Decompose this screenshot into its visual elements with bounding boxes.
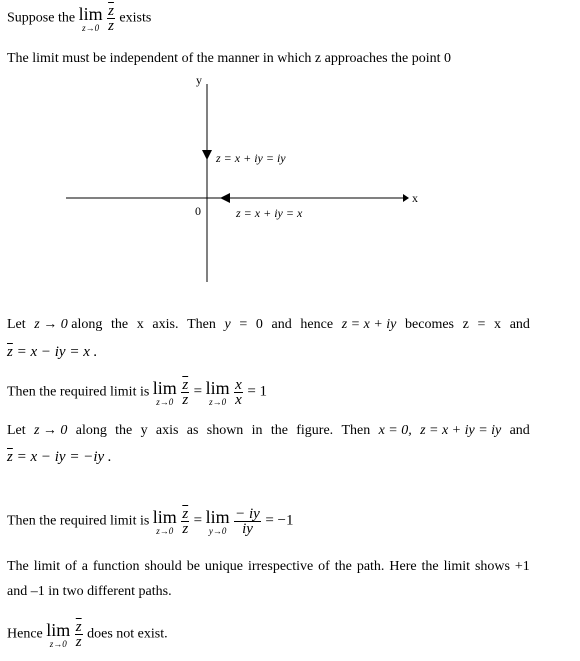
zbar: $\overline{z}$ bbox=[7, 449, 13, 465]
word: y bbox=[140, 423, 148, 438]
word: Then bbox=[187, 317, 216, 332]
word: becomes bbox=[405, 317, 454, 332]
word: the bbox=[115, 423, 133, 438]
word: the bbox=[270, 423, 288, 438]
equals: = bbox=[193, 512, 203, 529]
word: of bbox=[65, 559, 77, 574]
word: the bbox=[111, 317, 129, 332]
fraction-denominator: z bbox=[108, 18, 114, 34]
limit-operator: lim z→0 bbox=[205, 377, 230, 407]
final-prefix: Hence bbox=[7, 626, 43, 642]
final-suffix: does not exist. bbox=[87, 626, 168, 642]
limit-y-line bbox=[7, 507, 294, 536]
zbar-over-z: $\frac{\overline{z}}{z}$ bbox=[75, 619, 82, 650]
y-axis-approach-line bbox=[7, 424, 530, 438]
conjugate-x-expr: = x − iy = x . bbox=[16, 344, 98, 360]
origin-label: 0 bbox=[195, 204, 201, 218]
word: the bbox=[421, 559, 439, 574]
x-over-x: $\frac{x}{x}$ bbox=[235, 377, 242, 408]
word: a bbox=[81, 559, 88, 574]
zbar: $\overline{z}$ bbox=[7, 344, 13, 360]
word: the bbox=[334, 559, 352, 574]
word: axis bbox=[155, 423, 179, 438]
word: and bbox=[271, 317, 292, 332]
intro-line bbox=[7, 4, 151, 33]
x-axis-label: x bbox=[412, 191, 418, 205]
word: +1 bbox=[514, 559, 530, 574]
equals-minus-one: = −1 bbox=[265, 512, 294, 529]
word: 0 bbox=[255, 317, 263, 332]
statement-line: The limit must be independent of the manner in which z approaches the point 0 bbox=[7, 51, 451, 66]
y-path-arrow bbox=[202, 150, 212, 160]
lim-subscript: z→0 bbox=[82, 22, 100, 33]
equals: = bbox=[193, 383, 203, 400]
limit-x-prefix: Then the required limit is bbox=[7, 384, 150, 400]
word: along bbox=[75, 423, 107, 438]
minus-iy-over-iy: $\frac{- iy}{iy}$ bbox=[235, 506, 260, 537]
path-figure bbox=[0, 72, 580, 282]
word: unique bbox=[204, 559, 243, 574]
conjugate-y-line bbox=[7, 450, 112, 465]
word: Let bbox=[7, 423, 26, 438]
word: in bbox=[251, 423, 263, 438]
y-axis-label: y bbox=[196, 73, 202, 87]
z-to-zero: z → 0 bbox=[33, 423, 68, 438]
x-path-arrow bbox=[220, 193, 230, 203]
x-axis-approach-line bbox=[7, 318, 530, 332]
word: = bbox=[477, 317, 486, 332]
limit-operator: lim z→0 bbox=[152, 377, 177, 407]
word: x bbox=[494, 317, 502, 332]
intro-suffix: exists bbox=[119, 10, 152, 26]
word: y bbox=[224, 317, 231, 332]
word: x = 0, bbox=[378, 423, 412, 438]
word: Then bbox=[341, 423, 371, 438]
equals-one: = 1 bbox=[247, 383, 268, 400]
word: path. bbox=[356, 559, 385, 574]
word: z bbox=[462, 317, 469, 332]
word: figure. bbox=[296, 423, 334, 438]
x-path-label: z = x + iy = x bbox=[236, 206, 303, 220]
intro-prefix: Suppose the bbox=[7, 10, 76, 26]
word: = bbox=[239, 317, 248, 332]
word: as bbox=[186, 423, 199, 438]
limit-operator: lim z→0 bbox=[46, 619, 71, 649]
word: and bbox=[509, 317, 530, 332]
word: should bbox=[144, 559, 182, 574]
word: x bbox=[136, 317, 144, 332]
limit-y-prefix: Then the required limit is bbox=[7, 513, 150, 529]
conjugate-x-line bbox=[7, 345, 97, 360]
limit-operator: lim z→0 bbox=[152, 506, 177, 536]
word: shown bbox=[206, 423, 244, 438]
word: limit bbox=[443, 559, 471, 574]
limit-operator: lim y→0 bbox=[205, 506, 230, 536]
word: and bbox=[509, 423, 530, 438]
conjugate-y-expr: = x − iy = −iy . bbox=[16, 449, 112, 465]
z-to-zero: z → 0 along bbox=[34, 317, 103, 332]
word: The bbox=[7, 559, 29, 574]
word: Here bbox=[389, 559, 417, 574]
x-axis-arrowhead bbox=[403, 194, 409, 202]
final-line bbox=[7, 620, 168, 649]
word: function bbox=[92, 559, 140, 574]
y-path-label: z = x + iy = iy bbox=[216, 151, 286, 165]
word: limit bbox=[33, 559, 61, 574]
word: z = x + iy = iy bbox=[420, 423, 502, 438]
word: Let bbox=[7, 317, 26, 332]
limit-x-line bbox=[7, 378, 267, 407]
word: hence bbox=[300, 317, 334, 332]
word: irrespective bbox=[247, 559, 314, 574]
word: of bbox=[318, 559, 330, 574]
zbar-over-z: $\frac{\overline{z}}{z}$ bbox=[182, 377, 189, 408]
word: be bbox=[186, 559, 200, 574]
word: shows bbox=[474, 559, 510, 574]
fraction-numerator: $\overline{z}$ bbox=[108, 3, 114, 19]
conclusion-line-1 bbox=[7, 560, 530, 574]
lim-word: lim bbox=[78, 3, 103, 24]
word: z = x + iy bbox=[341, 317, 397, 332]
zbar-over-z bbox=[107, 4, 115, 33]
limit-operator bbox=[79, 5, 103, 33]
word: axis. bbox=[152, 317, 179, 332]
zbar-over-z: $\frac{\overline{z}}{z}$ bbox=[182, 506, 189, 537]
conclusion-line-2: and –1 in two different paths. bbox=[7, 584, 172, 599]
